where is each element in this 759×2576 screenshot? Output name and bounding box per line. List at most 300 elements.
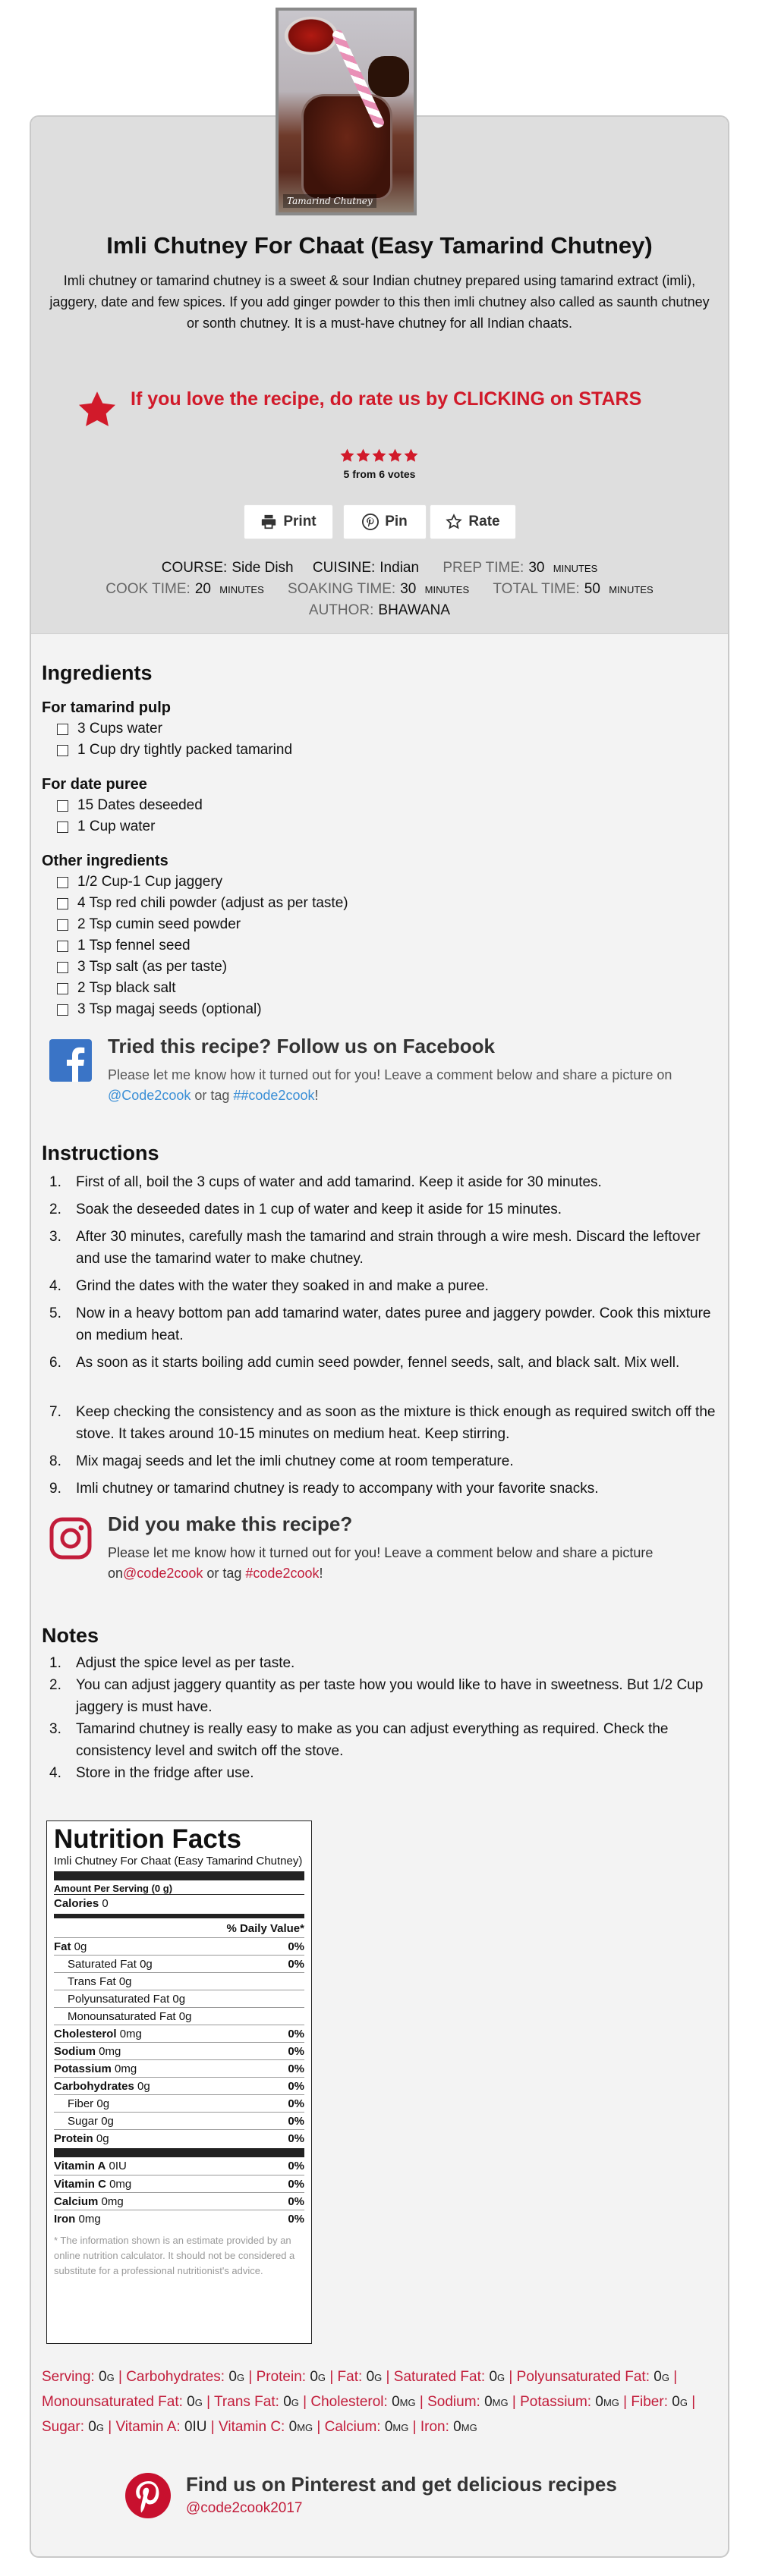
strip-label: Protein: [256, 2369, 307, 2385]
strip-value: 0 [489, 2369, 498, 2385]
cook-time-value: 20 [194, 581, 211, 597]
notes-heading: Notes [42, 1624, 99, 1647]
recipe-summary: Imli chutney or tamarind chutney is a sweet & sour Indian chutney prepared using tamarind extract (imli), jaggery, date and few spices. If you add ginger powder to this then imli chutney also called as saunth chutney or sonth chutney. It is a must-have chutney for all Indian chaats. [49, 273, 710, 331]
ingredient-item[interactable] [57, 1001, 262, 1018]
nutrient-amount: 0g [101, 2114, 114, 2128]
strip-label: Polyunsaturated Fat: [516, 2369, 650, 2385]
strip-value: 0 [184, 2419, 193, 2435]
nutrition-row [54, 2112, 304, 2129]
course-label: COURSE: [161, 560, 228, 576]
strip-label: Fat: [337, 2369, 363, 2385]
nutrition-divider [54, 1871, 304, 1880]
strip-separator: | [103, 2419, 116, 2435]
vitamin-label: Vitamin C [54, 2177, 106, 2191]
prep-time-value: 30 [528, 560, 545, 576]
vitamin-daily-value: 0% [288, 2177, 304, 2191]
strip-label: Monounsaturated Fat: [42, 2394, 183, 2410]
strip-label: Saturated Fat: [393, 2369, 486, 2385]
strip-label: Trans Fat: [214, 2394, 279, 2410]
ingredient-item[interactable] [57, 874, 222, 891]
pinterest-handle[interactable]: @code2cook2017 [186, 2500, 303, 2516]
ingredient-group-title: Other ingredients [42, 853, 168, 869]
print-button-label: Print [283, 514, 317, 529]
strip-label: Serving: [42, 2369, 95, 2385]
instagram-heading: Did you make this recipe? [108, 1513, 353, 1535]
strip-separator: | [508, 2394, 521, 2410]
vitamin-daily-value: 0% [288, 2194, 304, 2208]
meta-row-2 [0, 581, 759, 598]
strip-item [325, 2419, 409, 2435]
ingredient-checkbox[interactable] [57, 983, 68, 994]
ingredient-text: 1 Cup dry tightly packed tamarind [77, 742, 293, 758]
ingredient-item[interactable] [57, 797, 203, 814]
nutrient-label: Carbohydrates [54, 2079, 134, 2093]
rating-star-icon[interactable] [371, 448, 387, 463]
strip-label: Iron: [420, 2419, 449, 2435]
strip-item [310, 2394, 415, 2410]
facebook-icon[interactable] [49, 1039, 92, 1082]
strip-item [219, 2419, 313, 2435]
strip-value: 0 [384, 2419, 393, 2435]
step-number: 3. [49, 1229, 61, 1245]
recipe-title: Imli Chutney For Chaat (Easy Tamarind Chutney) [106, 232, 653, 259]
meta-row-3 [0, 602, 759, 619]
note-number: 4. [49, 1765, 61, 1781]
strip-unit: mg [603, 2394, 619, 2410]
strip-value: 0 [392, 2394, 400, 2410]
strip-separator: | [298, 2394, 311, 2410]
soaking-time-label: SOAKING TIME: [288, 581, 396, 597]
ingredient-text: 3 Tsp salt (as per taste) [77, 959, 228, 975]
nutrition-row [54, 2094, 304, 2112]
step-text: Imli chutney or tamarind chutney is ready to accompany with your favorite snacks. [76, 1481, 599, 1497]
step-text: Keep checking the consistency and as soon as the mixture is thick enough as required switch off the stove. It takes around 10-15 minutes on medium heat. Keep stirring. [76, 1404, 716, 1442]
dates-shape [368, 56, 409, 97]
rate-callout[interactable] [76, 385, 698, 431]
note-number: 2. [49, 1677, 61, 1693]
strip-item [394, 2369, 505, 2385]
strip-value: 0 [484, 2394, 493, 2410]
ingredient-item[interactable] [57, 818, 155, 835]
facebook-body-mid: or tag [191, 1088, 234, 1103]
nutrient-amount: 0g [137, 2079, 150, 2093]
nutrition-serving: Amount Per Serving (0 g) [54, 1883, 173, 1894]
nutrition-row [54, 1990, 304, 2007]
step-number: 4. [49, 1278, 61, 1294]
vitamin-amount: 0mg [109, 2177, 132, 2191]
facebook-body-end: ! [314, 1088, 319, 1103]
nutrition-row [54, 2042, 304, 2059]
nutrient-daily-value: 0% [288, 2097, 304, 2110]
note-item [49, 1652, 717, 1674]
soaking-time-unit: minutes [424, 581, 470, 597]
strip-separator: | [326, 2369, 338, 2385]
note-text: Tamarind chutney is really easy to make as you can adjust everything as required. Check the consistency level and switch off the stove. [76, 1721, 669, 1759]
strip-label: Calcium: [324, 2419, 381, 2435]
nutrient-daily-value: 0% [288, 2079, 304, 2093]
instagram-body-mid: or tag [203, 1566, 246, 1581]
nutrition-vitamin-rows [54, 2157, 304, 2227]
nutrient-label: Polyunsaturated Fat [68, 1992, 170, 2006]
strip-item [631, 2394, 688, 2410]
nutrient-label: Sugar [68, 2114, 99, 2128]
nutrition-title: Nutrition Facts [54, 1824, 241, 1854]
author-label: AUTHOR: [308, 602, 374, 618]
vitamin-amount: 0IU [109, 2160, 127, 2172]
strip-separator: | [114, 2369, 127, 2385]
rating-star-icon[interactable] [339, 448, 355, 463]
vitamin-amount: 0mg [78, 2212, 101, 2226]
facebook-tag-link[interactable]: ##code2cook [233, 1088, 315, 1103]
strip-item [42, 2369, 115, 2385]
strip-unit: g [194, 2394, 203, 2410]
nutrient-amount: 0g [96, 2097, 110, 2110]
author-value: BHAWANA [378, 602, 451, 618]
total-time-value: 50 [584, 581, 600, 597]
rate-button[interactable] [430, 504, 516, 539]
pinterest-heading: Find us on Pinterest and get delicious recipes [186, 2473, 617, 2496]
ingredient-item[interactable] [57, 916, 241, 933]
strip-item [126, 2369, 244, 2385]
strip-separator: | [206, 2419, 219, 2435]
cook-time-label: COOK TIME: [106, 581, 191, 597]
print-button[interactable] [244, 504, 333, 539]
instagram-body-text: Please let me know how it turned out for you! Leave a comment below and share a picture on [108, 1545, 653, 1581]
rate-callout-text: If you love the recipe, do rate us by CLICKING on STARS [131, 388, 642, 410]
ingredient-text: 15 Dates deseeded [77, 797, 203, 813]
strip-item [115, 2419, 206, 2435]
strip-separator: | [313, 2419, 325, 2435]
facebook-heading: Tried this recipe? Follow us on Facebook [108, 1035, 495, 1057]
strip-label: Cholesterol: [310, 2394, 388, 2410]
ingredient-text: 4 Tsp red chili powder (adjust as per taste) [77, 895, 348, 911]
instruction-step [49, 1275, 717, 1297]
facebook-body [108, 1065, 745, 1106]
ingredient-group-title: For tamarind pulp [42, 699, 171, 716]
strip-label: Fiber: [631, 2394, 668, 2410]
nutrition-recipe-name: Imli Chutney For Chaat (Easy Tamarind Chutney) [54, 1855, 303, 1868]
note-number: 3. [49, 1721, 61, 1737]
calories-value: 0 [102, 1896, 109, 1910]
strip-item [42, 2419, 104, 2435]
nutrient-daily-value: 0% [288, 2062, 304, 2075]
note-text: Store in the fridge after use. [76, 1765, 254, 1781]
strip-item [214, 2394, 299, 2410]
strip-label: Sodium: [427, 2394, 480, 2410]
ingredient-checkbox[interactable] [57, 877, 68, 888]
step-number: 1. [49, 1174, 61, 1190]
nutrient-amount: 0g [118, 1974, 132, 1988]
instruction-step [49, 1226, 717, 1270]
strip-unit: g [96, 2419, 104, 2435]
instruction-step [49, 1352, 717, 1374]
nutrient-amount: 0mg [119, 2027, 142, 2040]
strip-separator: | [244, 2369, 257, 2385]
strip-item [420, 2419, 477, 2435]
note-text: You can adjust jaggery quantity as per taste how you would like to have in sweetness. But 1/2 Cup jaggery is must have. [76, 1677, 704, 1715]
strip-value: 0 [283, 2394, 291, 2410]
ingredient-checkbox[interactable] [57, 1004, 68, 1016]
strip-item [257, 2369, 326, 2385]
rating-star-icon[interactable] [355, 448, 371, 463]
strip-item [517, 2369, 669, 2385]
strip-separator: | [669, 2369, 678, 2385]
instagram-icon[interactable] [49, 1517, 92, 1560]
ingredient-item[interactable] [57, 742, 292, 759]
step-text: As soon as it starts boiling add cumin seed powder, fennel seeds, salt, and black salt. Mix well. [76, 1355, 680, 1371]
nutrient-amount: 0g [178, 2009, 192, 2023]
star-rating[interactable] [339, 448, 420, 464]
nutrient-amount: 0g [74, 1940, 87, 1953]
strip-value: 0 [366, 2369, 375, 2385]
strip-separator: | [408, 2419, 420, 2435]
step-text: First of all, boil the 3 cups of water and add tamarind. Keep it aside for 30 minutes. [76, 1174, 602, 1190]
total-time-label: TOTAL TIME: [493, 581, 580, 597]
star-outline-icon [446, 514, 462, 530]
rating-star-icon[interactable] [403, 448, 419, 463]
soaking-time-value: 30 [400, 581, 417, 597]
strip-value: 0 [88, 2419, 96, 2435]
strip-unit: mg [461, 2419, 477, 2435]
strip-unit: g [497, 2369, 505, 2385]
strip-label: Vitamin C: [219, 2419, 285, 2435]
ingredient-item[interactable] [57, 980, 176, 997]
nutrition-row [54, 2129, 304, 2147]
instruction-step [49, 1302, 717, 1346]
nutrient-daily-value: 0% [288, 2114, 304, 2128]
total-time-unit: minutes [609, 581, 653, 597]
ingredient-checkbox[interactable] [57, 724, 68, 735]
nutrient-label: Protein [54, 2131, 93, 2145]
strip-value: 0 [453, 2419, 461, 2435]
ingredient-text: 1/2 Cup-1 Cup jaggery [77, 874, 223, 890]
instruction-step [49, 1401, 717, 1445]
instruction-step [49, 1198, 717, 1220]
strip-value: 0 [187, 2394, 195, 2410]
nutrition-row [54, 2007, 304, 2025]
strip-unit: g [291, 2394, 299, 2410]
note-item [49, 1762, 717, 1784]
ingredient-text: 1 Cup water [77, 818, 156, 834]
ingredient-checkbox[interactable] [57, 941, 68, 952]
daily-value-label: % Daily Value* [226, 1922, 304, 1935]
ingredients-heading: Ingredients [42, 661, 153, 684]
pin-button[interactable] [343, 504, 427, 539]
nutrient-label: Potassium [54, 2062, 112, 2075]
ingredient-checkbox[interactable] [57, 962, 68, 973]
nutrition-disclaimer: * The information shown is an estimate provided by an online nutrition calculator. It should not be considered a substitute for a professional nutritionist's advice. [54, 2235, 295, 2276]
nutrient-amount: 0g [140, 1957, 153, 1971]
ingredient-text: 2 Tsp black salt [77, 980, 176, 996]
strip-value: 0 [672, 2394, 680, 2410]
rate-button-label: Rate [468, 514, 500, 529]
step-number: 7. [49, 1404, 61, 1420]
strip-unit: g [106, 2369, 115, 2385]
nutrition-vitamin-row [54, 2157, 304, 2175]
strip-value: 0 [98, 2369, 107, 2385]
pinterest-icon[interactable] [125, 2473, 171, 2518]
printer-icon [260, 514, 277, 530]
nutrition-row [54, 1972, 304, 1990]
strip-separator: | [202, 2394, 215, 2410]
strip-item [338, 2369, 383, 2385]
strip-item [520, 2394, 619, 2410]
nutrient-amount: 0mg [99, 2044, 121, 2058]
instagram-handle-link[interactable]: @code2cook [123, 1566, 203, 1581]
nutrient-label: Fat [54, 1940, 71, 1953]
note-text: Adjust the spice level as per taste. [76, 1655, 295, 1671]
strip-unit: g [236, 2369, 245, 2385]
nutrient-label: Monounsaturated Fat [68, 2009, 176, 2023]
strip-unit: mg [392, 2419, 409, 2435]
strip-value: 0 [228, 2369, 237, 2385]
strip-label: Potassium: [520, 2394, 592, 2410]
nutrient-daily-value: 0% [288, 1940, 304, 1953]
instruction-step [49, 1478, 717, 1500]
pin-button-label: Pin [385, 514, 408, 529]
calories-label: Calories [54, 1896, 99, 1910]
ingredient-group-title: For date puree [42, 776, 147, 793]
strip-unit: g [317, 2369, 326, 2385]
nutrient-amount: 0g [172, 1992, 186, 2006]
strip-separator: | [382, 2369, 394, 2385]
vitamin-label: Iron [54, 2212, 76, 2226]
strip-separator: | [619, 2394, 631, 2410]
strip-value: 0 [288, 2419, 298, 2435]
nutrition-calories-row [54, 1894, 304, 1912]
strip-label: Vitamin A: [115, 2419, 181, 2435]
instagram-body-end: ! [319, 1566, 323, 1581]
pinterest-icon [362, 514, 379, 530]
ingredient-text: 3 Cups water [77, 721, 162, 737]
rating-star-icon[interactable] [387, 448, 403, 463]
vitamin-label: Calcium [54, 2194, 99, 2208]
strip-separator: | [415, 2394, 428, 2410]
nutrition-vitamin-row [54, 2175, 304, 2192]
strip-value: 0 [595, 2394, 603, 2410]
instruction-step [49, 1171, 717, 1193]
step-text: Mix magaj seeds and let the imli chutney come at room temperature. [76, 1453, 514, 1469]
cook-time-unit: minutes [219, 581, 264, 597]
step-number: 2. [49, 1202, 61, 1217]
strip-value: 0 [310, 2369, 318, 2385]
cuisine-label: CUISINE: [312, 560, 376, 576]
nutrition-divider [54, 1914, 304, 1918]
step-number: 5. [49, 1305, 61, 1321]
ingredient-item[interactable] [57, 721, 162, 737]
step-number: 6. [49, 1355, 61, 1371]
nutrient-daily-value: 0% [288, 2044, 304, 2058]
vitamin-daily-value: 0% [288, 2212, 304, 2226]
strip-separator: | [687, 2394, 696, 2410]
nutrient-label: Sodium [54, 2044, 96, 2058]
votes-count: 5 from 6 votes [343, 468, 416, 480]
step-text: Soak the deseeded dates in 1 cup of water and keep it aside for 15 minutes. [76, 1202, 562, 1217]
nutrient-label: Cholesterol [54, 2027, 117, 2040]
ingredient-checkbox[interactable] [57, 919, 68, 931]
ingredient-item[interactable] [57, 938, 191, 954]
prep-time-label: PREP TIME: [442, 560, 524, 576]
nutrition-row [54, 2025, 304, 2042]
ingredient-checkbox[interactable] [57, 800, 68, 812]
course-value: Side Dish [231, 560, 294, 576]
strip-unit: mg [297, 2419, 313, 2435]
nutrition-summary-strip [42, 2364, 717, 2439]
vitamin-label: Vitamin A [54, 2160, 106, 2172]
nutrient-label: Saturated Fat [68, 1957, 137, 1971]
vitamin-amount: 0mg [101, 2194, 124, 2208]
vitamin-daily-value: 0% [288, 2160, 304, 2172]
pinterest-callout [125, 2473, 732, 2526]
ingredient-checkbox[interactable] [57, 821, 68, 833]
nutrient-daily-value: 0% [288, 2131, 304, 2145]
ingredient-checkbox[interactable] [57, 745, 68, 756]
step-text: Grind the dates with the water they soaked in and make a puree. [76, 1278, 489, 1294]
strip-item [427, 2394, 509, 2410]
nutrient-label: Fiber [68, 2097, 94, 2110]
facebook-body-text: Please let me know how it turned out for you! Leave a comment below and share a picture on [108, 1067, 672, 1082]
ingredient-checkbox[interactable] [57, 898, 68, 909]
strip-label: Sugar: [42, 2419, 84, 2435]
facebook-handle-link[interactable]: @Code2cook [108, 1088, 191, 1103]
nutrition-row [54, 2059, 304, 2077]
step-text: Now in a heavy bottom pan add tamarind water, dates puree and jaggery powder. Cook this mixture on medium heat. [76, 1305, 711, 1343]
strip-value: 0 [653, 2369, 662, 2385]
instructions-heading: Instructions [42, 1142, 159, 1164]
ingredient-text: 1 Tsp fennel seed [77, 938, 191, 953]
nutrition-facts-label [46, 1820, 312, 2344]
chili-bowl-shape [285, 17, 338, 55]
strip-unit: g [374, 2369, 383, 2385]
note-item [49, 1718, 717, 1762]
recipe-image [276, 8, 417, 215]
strip-unit: g [679, 2394, 688, 2410]
nutrition-row [54, 1937, 304, 1955]
ingredient-item[interactable] [57, 895, 348, 912]
nutrient-label: Trans Fat [68, 1974, 116, 1988]
instagram-tag-link[interactable]: #code2cook [245, 1566, 320, 1581]
nutrition-vitamin-row [54, 2192, 304, 2210]
strip-unit: IU [192, 2419, 207, 2435]
step-text: After 30 minutes, carefully mash the tamarind and strain through a wire mesh. Discard the leftover and use the tamarind water to make chutney. [76, 1229, 701, 1267]
note-number: 1. [49, 1655, 61, 1671]
nutrition-divider [54, 2148, 304, 2157]
nutrient-daily-value: 0% [288, 2027, 304, 2040]
instagram-body [108, 1543, 745, 1584]
nutrient-amount: 0g [96, 2131, 109, 2145]
strip-unit: mg [492, 2394, 509, 2410]
nutrition-rows [54, 1937, 304, 2147]
strip-label: Carbohydrates: [126, 2369, 225, 2385]
nutrition-row [54, 2077, 304, 2094]
strip-separator: | [505, 2369, 517, 2385]
ingredient-text: 3 Tsp magaj seeds (optional) [77, 1001, 262, 1017]
instagram-callout [49, 1513, 717, 1588]
strip-item [42, 2394, 203, 2410]
note-item [49, 1674, 717, 1718]
meta-row-1 [0, 560, 759, 576]
nutrient-daily-value: 0% [288, 1957, 304, 1971]
strip-unit: g [661, 2369, 669, 2385]
nutrition-vitamin-row [54, 2210, 304, 2227]
strip-unit: mg [399, 2394, 416, 2410]
facebook-callout [49, 1035, 717, 1111]
prep-time-unit: minutes [553, 560, 598, 576]
image-watermark: Tamarind Chutney [283, 194, 376, 208]
ingredient-item[interactable] [57, 959, 227, 975]
instruction-step [49, 1450, 717, 1472]
ingredient-text: 2 Tsp cumin seed powder [77, 916, 241, 932]
